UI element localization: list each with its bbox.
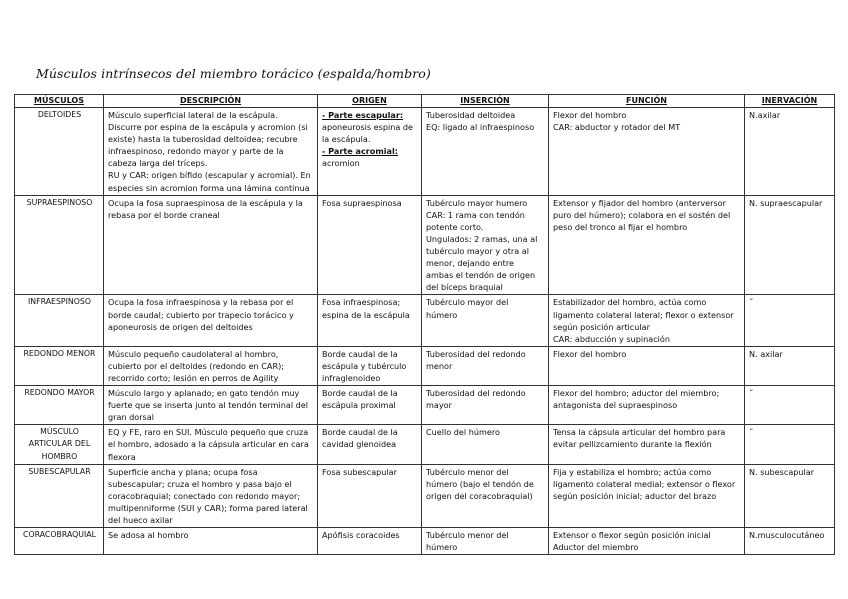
table-row <box>15 108 835 196</box>
origin-cell: Borde caudal de la escápula y tubérculo infraglenoideo <box>318 346 422 385</box>
description-cell: Ocupa la fosa infraespinosa y la rebasa por el borde caudal; cubierto por trapecio torácico y aponeurosis de origen del deltoides <box>104 295 318 346</box>
table-row <box>15 464 835 527</box>
header-insercion: INSERCIÓN <box>422 95 549 108</box>
description-cell: Músculo superficial lateral de la escápula. Discurre por espina de la escápula y acromion (si existe) hasta la tuberosidad deltoidea; recubre infraespinoso, redondo mayor y parte de la cabeza larga del tríceps. RU y CAR: origen bífido (escapular y acromial). En especies sin acromion forma una lámina continua <box>104 108 318 196</box>
muscle-name: CORACOBRAQUIAL <box>15 528 104 555</box>
innervation-cell: N.musculocutáneo <box>745 528 835 555</box>
table-row <box>15 346 835 385</box>
innervation-cell: N. subescapular <box>745 464 835 527</box>
muscle-name: INFRAESPINOSO <box>15 295 104 346</box>
innervation-cell: ˝ <box>745 425 835 464</box>
insertion-cell: Tubérculo menor del húmero <box>422 528 549 555</box>
function-cell: Tensa la cápsula articular del hombro para evitar pellizcamiento durante la flexión <box>549 425 745 464</box>
muscle-name: DELTOIDES <box>15 108 104 196</box>
insertion-cell: Tubérculo mayor del húmero <box>422 295 549 346</box>
muscle-name: SUBESCAPULAR <box>15 464 104 527</box>
origin-cell: Fosa subescapular <box>318 464 422 527</box>
muscle-name: REDONDO MENOR <box>15 346 104 385</box>
origin-cell: Fosa supraespinosa <box>318 195 422 295</box>
table-row <box>15 295 835 346</box>
muscle-name: SUPRAESPINOSO <box>15 195 104 295</box>
insertion-cell: Tuberosidad deltoidea EQ: ligado al infraespinoso <box>422 108 549 196</box>
description-cell: Músculo largo y aplanado; en gato tendón muy fuerte que se inserta junto al tendón terminal del gran dorsal <box>104 386 318 425</box>
function-cell: Flexor del hombro <box>549 346 745 385</box>
function-cell: Flexor del hombro; aductor del miembro; antagonista del supraespinoso <box>549 386 745 425</box>
insertion-cell: Tuberosidad del redondo menor <box>422 346 549 385</box>
innervation-cell: N.axilar <box>745 108 835 196</box>
insertion-cell: Cuello del húmero <box>422 425 549 464</box>
muscles-table <box>14 94 835 555</box>
table-row <box>15 425 835 464</box>
header-musculos: MÚSCULOS <box>15 95 104 108</box>
origin-cell: Borde caudal de la cavidad glenoidea <box>318 425 422 464</box>
function-cell: Flexor del hombro CAR: abductor y rotador del MT <box>549 108 745 196</box>
muscle-name: REDONDO MAYOR <box>15 386 104 425</box>
header-origen: ORIGEN <box>318 95 422 108</box>
insertion-cell: Tuberosidad del redondo mayor <box>422 386 549 425</box>
muscle-name: MÚSCULO ARTICULAR DEL HOMBRO <box>15 425 104 464</box>
insertion-cell: Tubérculo mayor humero CAR: 1 rama con tendón potente corto. Ungulados: 2 ramas, una al tubérculo mayor y otra al menor, dejando entre ambas el tendón de origen del bíceps braquial <box>422 195 549 295</box>
innervation-cell: ˝ <box>745 295 835 346</box>
origin-cell: - Parte escapular: aponeurosis espina de la escápula. - Parte acromial: acromion <box>318 108 422 196</box>
innervation-cell: N. supraescapular <box>745 195 835 295</box>
origin-cell: Apófisis coracoides <box>318 528 422 555</box>
header-descripcion: DESCRIPCIÓN <box>104 95 318 108</box>
table-row <box>15 386 835 425</box>
function-cell: Extensor y fijador del hombro (anterversor puro del húmero); colabora en el sostén del peso del tronco al fijar el hombro <box>549 195 745 295</box>
function-cell: Extensor o flexor según posición inicial Aductor del miembro <box>549 528 745 555</box>
insertion-cell: Tubérculo menor del húmero (bajo el tendón de origen del coracobraquial) <box>422 464 549 527</box>
description-cell: Músculo pequeño caudolateral al hombro, cubierto por el deltoides (redondo en CAR); recorrido corto; lesión en perros de Agility <box>104 346 318 385</box>
origin-label-acromial: - Parte acromial: <box>322 146 399 157</box>
header-funcion: FUNCIÓN <box>549 95 745 108</box>
header-row <box>15 95 835 108</box>
description-cell: Ocupa la fosa supraespinosa de la escápula y la rebasa por el borde craneal <box>104 195 318 295</box>
description-cell: Se adosa al hombro <box>104 528 318 555</box>
function-cell: Fija y estabiliza el hombro; actúa como ligamento colateral medial; extensor o flexor según posición inicial; aductor del brazo <box>549 464 745 527</box>
table-row <box>15 195 835 295</box>
table-row <box>15 528 835 555</box>
header-inervacion: INERVACIÓN <box>745 95 835 108</box>
origin-cell: Fosa infraespinosa; espina de la escápula <box>318 295 422 346</box>
innervation-cell: N. axilar <box>745 346 835 385</box>
origin-cell: Borde caudal de la escápula proximal <box>318 386 422 425</box>
page-title: Músculos intrínsecos del miembro torácico (espalda/hombro) <box>36 66 431 81</box>
description-cell: EQ y FE, raro en SUI. Músculo pequeño que cruza el hombro, adosado a la cápsula articular en cara flexora <box>104 425 318 464</box>
origin-label-scapular: - Parte escapular: <box>322 110 404 120</box>
innervation-cell: ˝ <box>745 386 835 425</box>
description-cell: Superficie ancha y plana; ocupa fosa subescapular; cruza el hombro y pasa bajo el coracobraquial; conectado con redondo mayor; multipenniforme (SUI y CAR); forma pared lateral del hueco axilar <box>104 464 318 527</box>
function-cell: Estabilizador del hombro, actúa como ligamento colateral lateral; flexor o extensor según posición articular CAR: abducción y supinación <box>549 295 745 346</box>
